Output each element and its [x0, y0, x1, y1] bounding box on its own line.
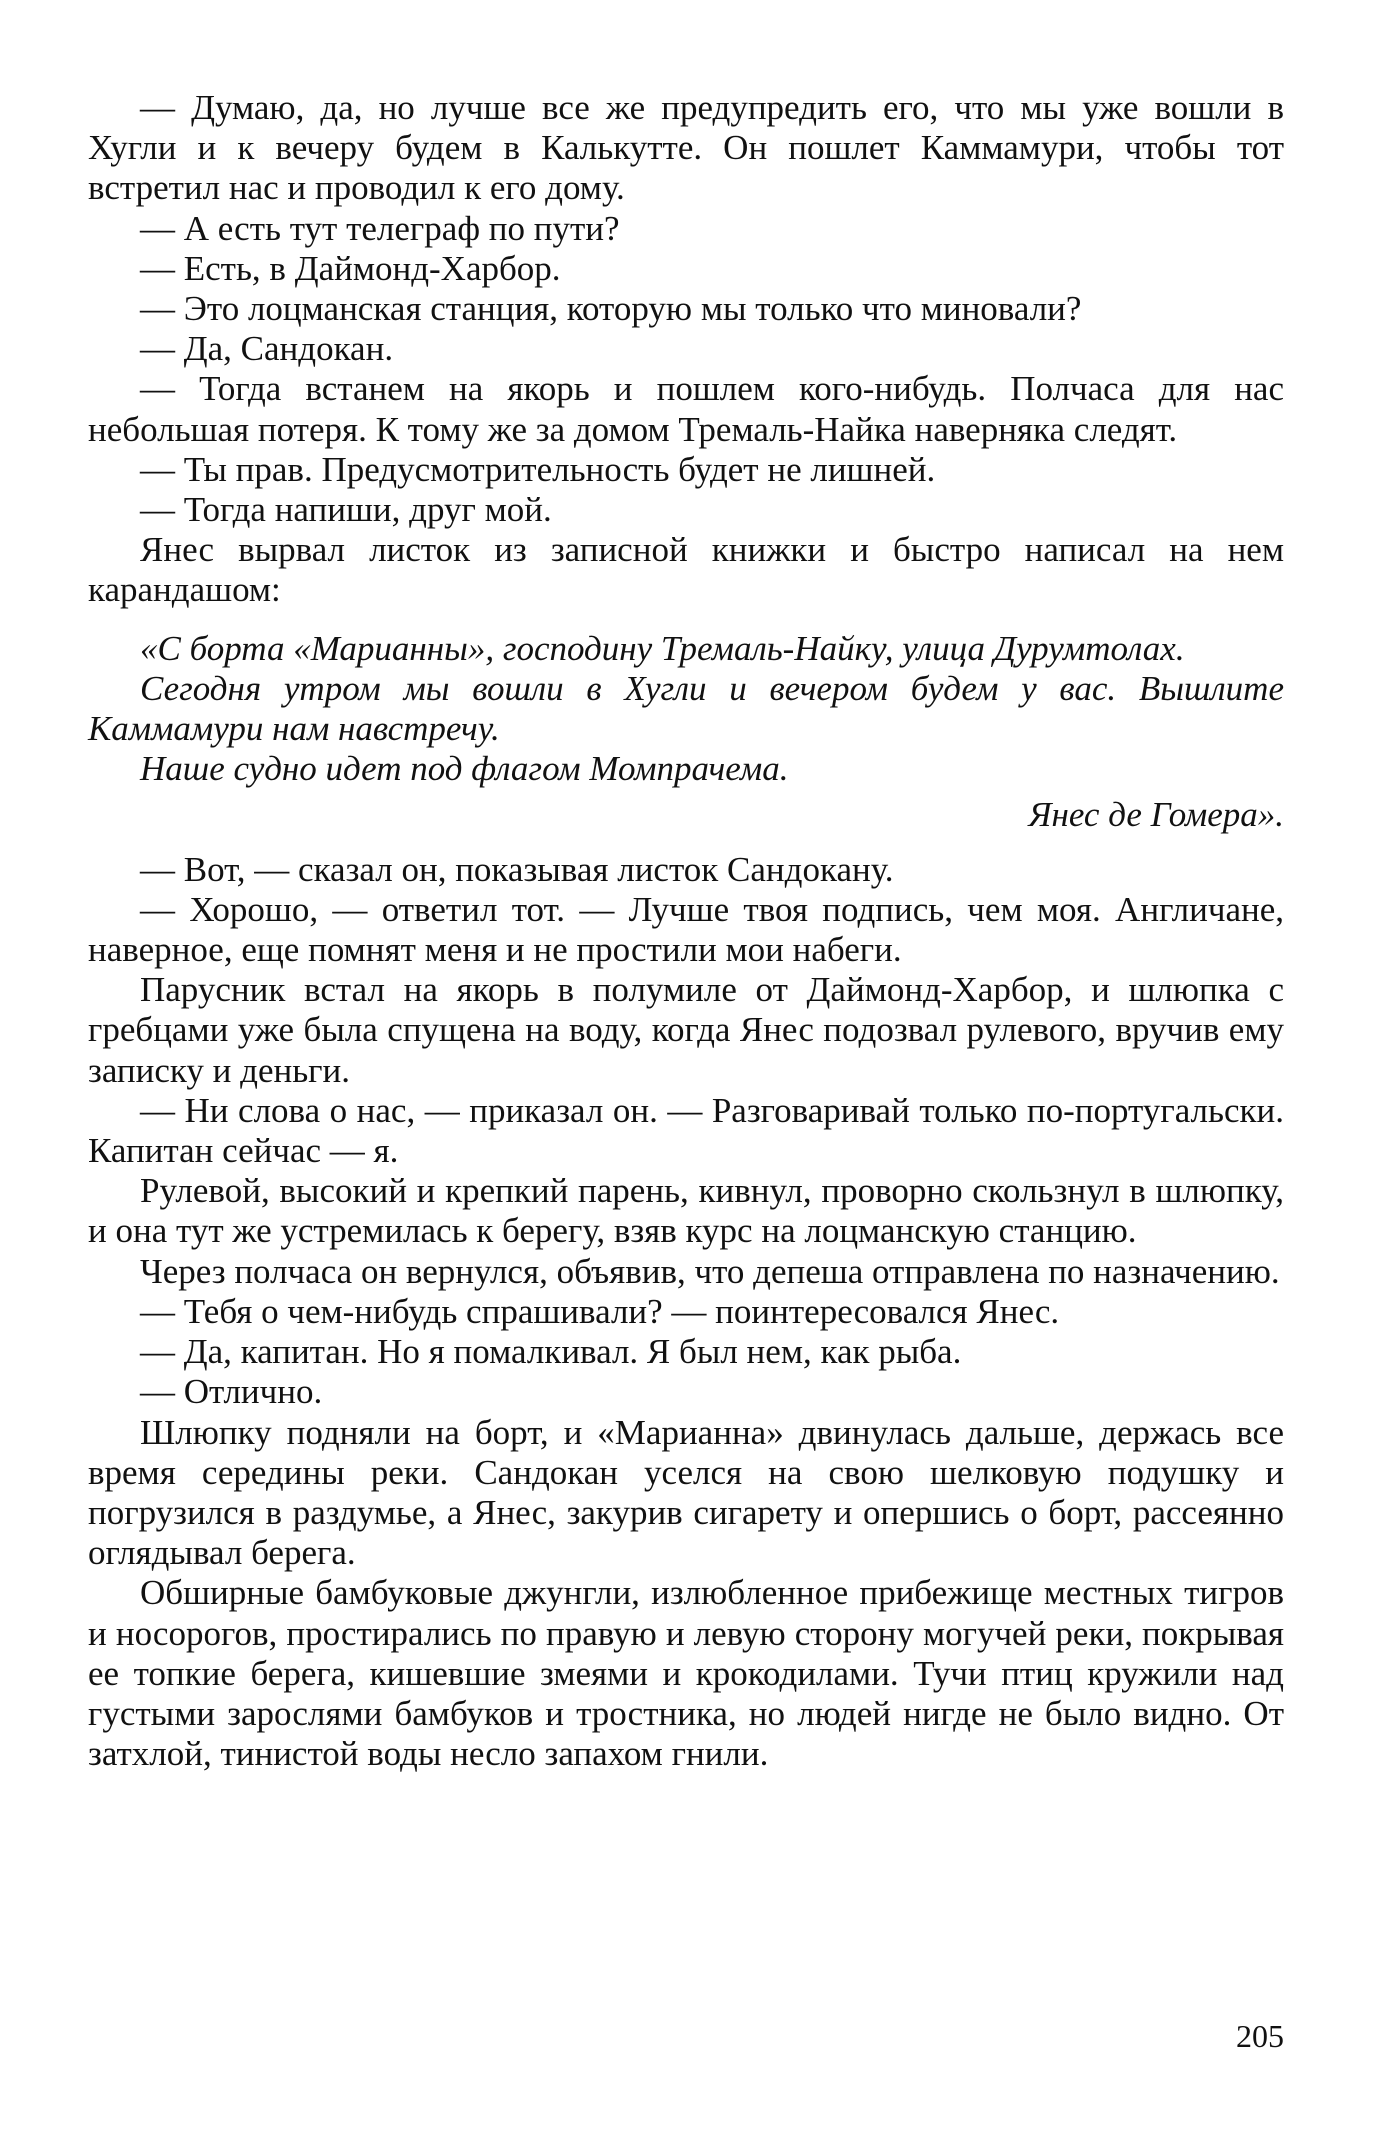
paragraph: Через полчаса он вернулся, объявив, что депеша отправлена по назначению.	[140, 1251, 1280, 1291]
paragraph: — Да, капитан. Но я помалкивал. Я был нем, как рыба.	[140, 1332, 962, 1372]
paragraph: — Тебя о чем-нибудь спрашивали? — поинтересовался Янес.	[140, 1291, 1060, 1331]
paragraph: — Хорошо, — ответил тот. — Лучше твоя подпись, чем моя. Англичане, наверное, еще помнят меня и не простили мои набеги.	[88, 889, 1284, 970]
letter-line: Сегодня утром мы вошли в Хугли и вечером будем у вас. Вышлите Каммамури нам навстречу.	[88, 668, 1284, 749]
paragraph: — Есть, в Даймонд-Харбор.	[140, 248, 561, 288]
letter-signature: Янес де Гомера».	[1028, 795, 1284, 835]
paragraph: Шлюпку подняли на борт, и «Марианна» двинулась дальше, держась все время середины реки. Сандокан уселся на свою шелковую подушку и погрузился в раздумье, а Янес, закурив сигарету и опершись о борт, рассеянно оглядывал берега.	[88, 1412, 1284, 1573]
paragraph: — Ни слова о нас, — приказал он. — Разговаривай только по-португальски. Капитан сейчас — я.	[88, 1090, 1284, 1171]
paragraph: — Думаю, да, но лучше все же предупредить его, что мы уже вошли в Хугли и к вечеру будем в Калькутте. Он пошлет Каммамури, чтобы тот встретил нас и проводил к его дому.	[88, 88, 1284, 208]
page-number: 205	[1236, 2018, 1284, 2054]
paragraph: Обширные бамбуковые джунгли, излюбленное прибежище местных тигров и носорогов, простирались по правую и левую сторону могучей реки, покрывая ее топкие берега, кишевшие змеями и крокодилами. Тучи птиц кружили над густыми зарослями бамбуков и тростника, но людей нигде не было видно. От затхлой, тинистой воды несло запахом гнили.	[88, 1573, 1284, 1774]
page-text	[88, 88, 1284, 1774]
letter-line: «С борта «Марианны», господину Тремаль-Найку, улица Дурумтолах.	[140, 628, 1185, 668]
letter-line: Наше судно идет под флагом Момпрачема.	[140, 749, 789, 789]
text-before-letter	[88, 88, 1284, 611]
paragraph: Парусник встал на якорь в полумиле от Даймонд-Харбор, и шлюпка с гребцами уже была спущена на воду, когда Янес подозвал рулевого, вручив ему записку и деньги.	[88, 970, 1284, 1090]
paragraph: — Отлично.	[140, 1372, 323, 1412]
paragraph: Янес вырвал листок из записной книжки и быстро написал на нем карандашом:	[88, 530, 1284, 610]
paragraph: — Вот, — сказал он, показывая листок Сандокану.	[140, 849, 894, 889]
paragraph: — Это лоцманская станция, которую мы только что миновали?	[140, 289, 1082, 329]
paragraph: — Тогда напиши, друг мой.	[140, 490, 552, 530]
text-after-letter	[88, 850, 1284, 1775]
paragraph: Рулевой, высокий и крепкий парень, кивнул, проворно скользнул в шлюпку, и она тут же устремилась к берегу, взяв курс на лоцманскую станцию.	[88, 1171, 1284, 1251]
paragraph: — Тогда встанем на якорь и пошлем кого-нибудь. Полчаса для нас небольшая потеря. К тому же за домом Тремаль-Найка наверняка следят.	[88, 369, 1284, 449]
letter-note	[88, 629, 1284, 836]
paragraph: — А есть тут телеграф по пути?	[140, 208, 620, 248]
paragraph: — Да, Сандокан.	[140, 329, 394, 369]
paragraph: — Ты прав. Предусмотрительность будет не лишней.	[140, 449, 936, 489]
